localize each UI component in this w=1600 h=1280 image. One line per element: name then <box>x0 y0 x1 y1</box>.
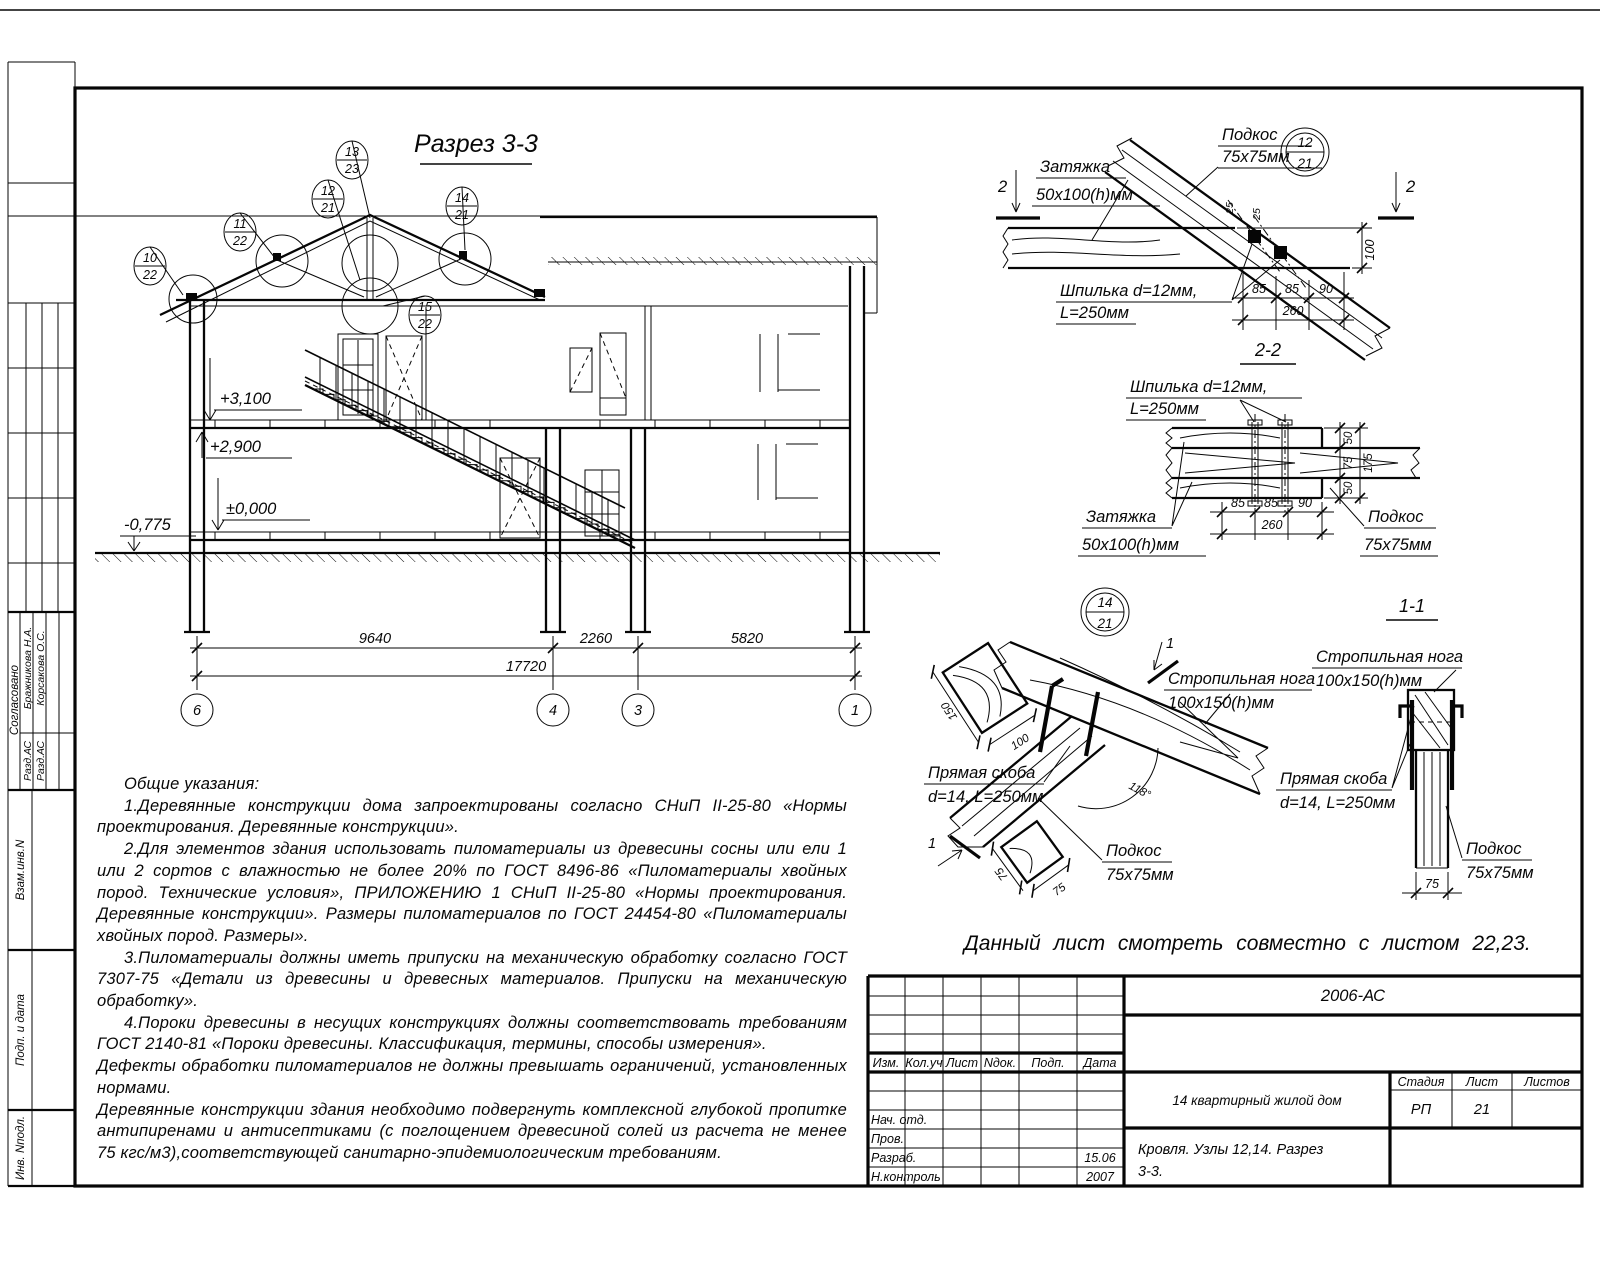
detail-12-21 <box>996 126 1415 360</box>
strut-cross-section <box>979 811 1085 920</box>
ground-hatch <box>95 554 940 562</box>
note-line: 3.Пиломатериалы должны иметь припуски на механическую обработку согласно ГОСТ <box>124 948 847 967</box>
general-notes <box>97 774 847 1165</box>
dim-75: 75 <box>1425 877 1439 891</box>
doc-code: 2006-АС <box>1320 987 1386 1005</box>
building-section <box>95 141 940 726</box>
detail-ref-top: 14 <box>1097 595 1113 610</box>
section-title <box>414 130 538 164</box>
callout-top: 10 <box>143 251 157 265</box>
roof-soffit-hatch <box>548 257 877 265</box>
sidebar-vzam-label: Взам.инв.N <box>15 839 27 901</box>
callout-top: 11 <box>233 217 247 231</box>
note-line: Дефекты обработки пиломатериалов не должны превышать ограничений, установленных <box>97 1057 847 1076</box>
section-2-2-title: 2-2 <box>1254 340 1282 360</box>
subject-line-2: 3-3. <box>1138 1164 1163 1180</box>
dim-85: 85 <box>1264 496 1278 510</box>
lower-floor-openings <box>500 444 818 538</box>
elevation-3100: +3,100 <box>220 390 271 408</box>
subject-line-1: Кровля. Узлы 12,14. Разрез <box>1138 1142 1324 1158</box>
shpilka-label: Шпилька d=12мм, <box>1130 378 1268 396</box>
callout-top: 15 <box>418 300 432 314</box>
note-line: Деревянные конструкции здания необходимо подвергнуть комплексной глубокой пропитке <box>97 1100 847 1119</box>
axis-bubbles <box>181 694 871 726</box>
note-line: Деревянные конструкции». Размеры пиломатериалов по ГОСТ 24454-80 «Пиломатериалы <box>97 905 847 924</box>
note-line: пород. Технические условия», ПРИЛОЖЕНИЮ 1 СНиП II-25-80 «Нормы проектирования. <box>97 883 847 902</box>
sidebar-podp-label: Подп. и дата <box>15 994 27 1066</box>
elevation-marks <box>120 358 310 551</box>
sidebar-name-2: Корсакова О.С. <box>35 630 47 706</box>
sidebar-name-1: Бражникова Н.А. <box>22 626 34 710</box>
col-koluch: Кол.уч <box>905 1056 943 1070</box>
dim-25: 25 <box>1251 208 1263 220</box>
strop-label: Стропильная нога <box>1316 648 1464 666</box>
dim-85: 85 <box>1285 282 1299 296</box>
note-line: 75 кгс/м3),соответствующей санитарно-эпидемиологическим требованиям. <box>97 1143 722 1162</box>
stamp-date-2: 2007 <box>1086 1170 1114 1184</box>
sheet-label: Лист <box>1465 1075 1499 1089</box>
col-podp: Подп. <box>1031 1056 1065 1070</box>
section-1-1 <box>1276 596 1534 900</box>
note-line: хвойных пород. Размеры». <box>97 926 309 945</box>
dim-2260: 2260 <box>579 631 613 647</box>
sidebar-inv-label: Инв. Nподл. <box>15 1115 27 1181</box>
dim-90: 90 <box>1298 496 1312 510</box>
sheet-number: 21 <box>1473 1102 1491 1118</box>
section-dimensions <box>190 631 862 690</box>
dim-260: 260 <box>1261 518 1283 532</box>
callout-11-22 <box>224 213 256 251</box>
col-izm: Изм. <box>872 1056 900 1070</box>
cut-mark-1-top: 1 <box>1166 636 1175 652</box>
rafter-cross-section <box>919 631 1050 774</box>
elevation-m0775: -0,775 <box>124 516 171 534</box>
zatyazhka-size: 50х100(h)мм <box>1082 536 1179 554</box>
callout-10-22 <box>134 247 166 285</box>
axis-1: 1 <box>850 703 860 719</box>
dim-260: 260 <box>1282 304 1304 318</box>
note-line: Общие указания: <box>124 775 260 793</box>
view-note: Данный лист смотреть совместно с листом 22,23. <box>964 932 1531 955</box>
axis-6: 6 <box>192 703 202 719</box>
skoba-label: Прямая скоба <box>1280 770 1388 788</box>
zatyazhka-size: 50х100(h)мм <box>1036 186 1133 204</box>
callout-15-22 <box>409 296 441 334</box>
podkos-label: Подкос <box>1368 508 1424 526</box>
stage-label: Стадия <box>1397 1075 1445 1089</box>
detail-ref-bottom: 21 <box>1297 156 1313 171</box>
callout-top: 13 <box>345 145 359 159</box>
dim-85: 85 <box>1231 496 1245 510</box>
callout-bottom: 21 <box>321 201 335 215</box>
dim-75: 75 <box>1343 456 1355 470</box>
cut-mark-2-right: 2 <box>1406 178 1416 196</box>
row-razrab: Разраб. <box>871 1151 917 1165</box>
dim-5820: 5820 <box>730 631 764 647</box>
strop-size: 100х150(h)мм <box>1168 694 1275 712</box>
sidebar-agreed-label: Согласовано <box>9 664 21 736</box>
zatyazhka-label: Затяжка <box>1086 508 1156 526</box>
callout-top: 12 <box>321 184 335 198</box>
cut-mark-1-bottom: 1 <box>928 836 937 852</box>
row-prov: Пров. <box>871 1132 904 1146</box>
col-ndok: Nдок. <box>983 1056 1017 1070</box>
dim-100: 100 <box>1009 732 1032 753</box>
note-line: проектирования. Деревянные конструкции». <box>97 818 459 837</box>
row-nkontrol: Н.контроль <box>871 1170 941 1184</box>
shpilka-size: L=250мм <box>1060 304 1129 322</box>
dim-25: 25 <box>1224 202 1236 214</box>
podkos-size: 75х75мм <box>1106 866 1174 884</box>
note-line: нормами. <box>97 1078 172 1097</box>
dim-75: 75 <box>1050 881 1069 899</box>
detail-ref-top: 12 <box>1297 135 1313 150</box>
dim-90: 90 <box>1319 282 1333 296</box>
shpilka-size: L=250мм <box>1130 400 1199 418</box>
note-line: или 2 сортов с влажностью не более 20% по ГОСТ 8496-86 «Пиломатериалы хвойных <box>97 861 847 880</box>
note-line: 7307-75 «Детали из древесины и древесных материалов. Припуски на механическую <box>97 970 847 989</box>
dim-100: 100 <box>1363 239 1377 261</box>
elevation-0000: ±0,000 <box>226 500 277 518</box>
callout-bottom: 21 <box>455 208 469 222</box>
note-line: 2.Для элементов здания использовать пиломатериалы из древесины сосны или ели 1 <box>124 840 847 859</box>
stage-value: РП <box>1410 1102 1432 1118</box>
sec22-dims <box>1210 422 1375 540</box>
note-line: 1.Деревянные конструкции дома запроектированы согласно СНиП II-25-80 «Нормы <box>124 796 847 815</box>
dim-150: 150 <box>939 699 961 723</box>
note-line: антипиренами и антисептиками (с поглощением древесиной солей из расчета не менее <box>97 1122 847 1141</box>
dim-75: 75 <box>993 865 1011 883</box>
col-data: Дата <box>1083 1056 1117 1070</box>
dim-85: 85 <box>1252 282 1266 296</box>
skoba-size: d=14, L=250мм <box>928 788 1044 806</box>
callout-bottom: 22 <box>143 268 157 282</box>
callout-bottom: 23 <box>345 162 359 176</box>
col-list: Лист <box>945 1056 979 1070</box>
sidebar-role-1: Разд.АС <box>22 740 34 782</box>
stamp-date-1: 15.06 <box>1084 1151 1116 1165</box>
dim-9640: 9640 <box>358 631 392 647</box>
section-2-2 <box>1078 340 1438 556</box>
section-title-text: Разрез 3-3 <box>414 130 538 158</box>
callout-top: 14 <box>455 191 469 205</box>
section-1-1-title: 1-1 <box>1398 596 1426 616</box>
shpilka-label: Шпилька d=12мм, <box>1060 282 1198 300</box>
dim-17720: 17720 <box>505 659 547 675</box>
podkos-label: Подкос <box>1466 840 1522 858</box>
strop-size: 100х150(h)мм <box>1316 672 1423 690</box>
note-line: обработку». <box>97 992 199 1011</box>
dim-175: 175 <box>1363 453 1375 473</box>
dim-50: 50 <box>1343 481 1355 495</box>
detail-14-21 <box>919 588 1315 920</box>
elevation-2900: +2,900 <box>210 438 261 456</box>
sheets-label: Листов <box>1524 1075 1570 1089</box>
staircase <box>305 350 635 548</box>
detail-ref-bottom: 21 <box>1097 616 1113 631</box>
callout-bottom: 22 <box>418 317 432 331</box>
skoba-size: d=14, L=250мм <box>1280 794 1396 812</box>
dim-50: 50 <box>1343 431 1355 445</box>
project-name: 14 квартирный жилой дом <box>1172 1093 1342 1108</box>
axis-4: 4 <box>548 703 558 719</box>
callout-13-23 <box>336 141 368 179</box>
callout-bottom: 22 <box>233 234 247 248</box>
note-line: 4.Пороки древесины в несущих конструкциях должны соответствовать требованиям <box>124 1013 847 1032</box>
zatyazhka-label: Затяжка <box>1040 158 1110 176</box>
podkos-size: 75х75мм <box>1466 864 1534 882</box>
podkos-size: 75х75мм <box>1222 148 1290 166</box>
callout-bubbles <box>134 141 478 334</box>
axis-3: 3 <box>633 703 643 719</box>
skoba-label: Прямая скоба <box>928 764 1036 782</box>
callout-12-21 <box>312 180 344 218</box>
podkos-label: Подкос <box>1222 126 1278 144</box>
cut-mark-2-left: 2 <box>998 178 1008 196</box>
podkos-size: 75х75мм <box>1364 536 1432 554</box>
callout-14-21 <box>446 187 478 225</box>
detail12-dims <box>1224 202 1377 330</box>
angle-118: 118° <box>1126 780 1153 802</box>
note-line: ГОСТ 2140-81 «Пороки древесины. Классификация, термины, способы измерения». <box>97 1035 767 1054</box>
title-block <box>868 976 1582 1186</box>
sidebar <box>9 627 47 1180</box>
row-nach-otd: Нач. отд. <box>871 1113 928 1127</box>
sidebar-role-2: Разд.АС <box>35 740 47 782</box>
strop-label: Стропильная нога <box>1168 670 1316 688</box>
podkos-label: Подкос <box>1106 842 1162 860</box>
